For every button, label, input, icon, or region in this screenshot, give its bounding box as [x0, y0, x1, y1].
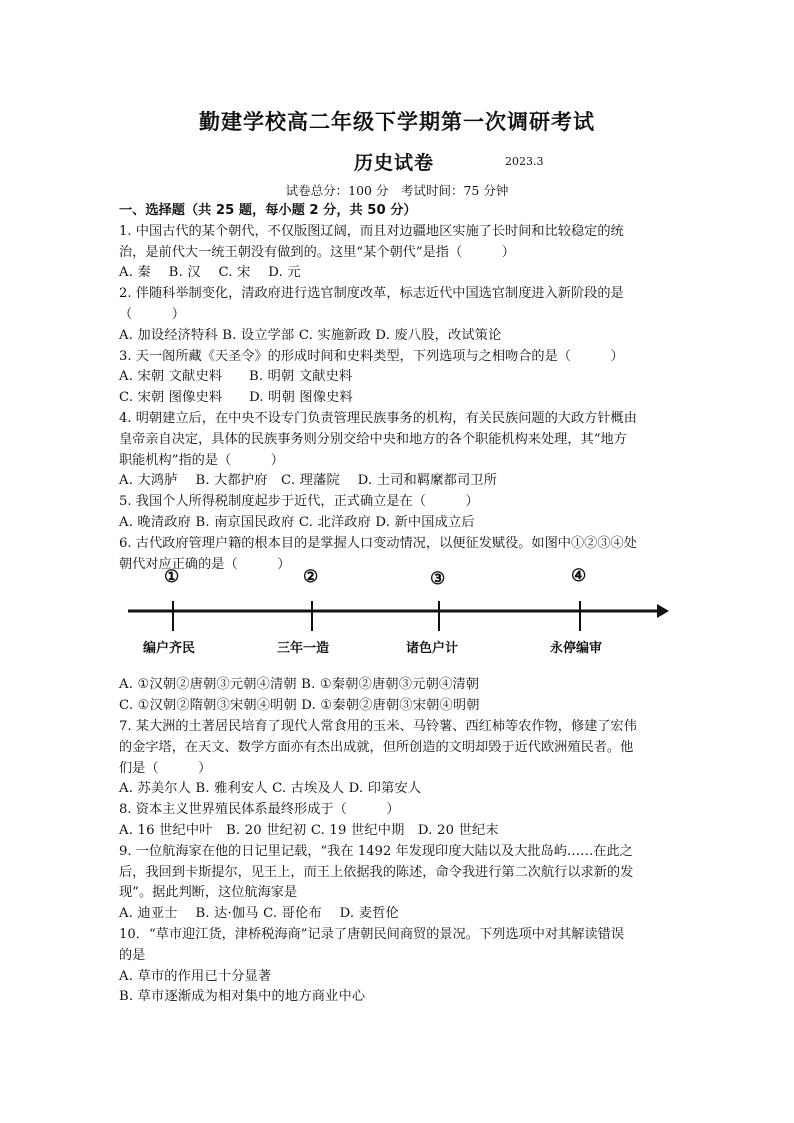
question-text: 10．“草市迎江货，津桥税海商”记录了唐朝民间商贸的景况。下列选项中对其解读错误: [119, 926, 625, 942]
question-6-options: [119, 675, 679, 717]
answer-options: B. 草市逐渐成为相对集中的地方商业中心: [119, 989, 366, 1005]
answer-options: A. 16 世纪中叶 B. 20 世纪初 C. 19 世纪中期 D. 20 世纪末: [119, 822, 499, 838]
question-text: 8. 资本主义世界殖民体系最终形成于（ ）: [119, 802, 400, 818]
timeline-number-4: ④: [571, 566, 587, 587]
timeline-number-3: ③: [430, 569, 446, 590]
answer-options: A. 秦 B. 汉 C. 宋 D. 元: [119, 265, 301, 281]
timeline-arrowhead: [657, 604, 669, 618]
section-heading: 一、选择题（共 25 题，每小题 2 分，共 50 分）: [119, 203, 417, 218]
exam-title: 勤建学校高二年级下学期第一次调研考试: [199, 110, 595, 134]
answer-options: A. 晚清政府 B. 南京国民政府 C. 北洋政府 D. 新中国成立后: [119, 514, 475, 530]
question-text: 治，是前代大一统王朝没有做到的。这里“某个朝代”是指（ ）: [119, 244, 515, 260]
exam-content: [119, 201, 679, 1008]
exam-meta: 试卷总分：100 分 考试时间：75 分钟: [285, 183, 509, 198]
question-text: 们是（ ）: [119, 760, 212, 776]
question-text: 后，我回到卡斯提尔，见王上，而王上依据我的陈述，命令我进行第二次航行以求新的发: [119, 864, 634, 880]
timeline-label-1: 编户齐民: [143, 641, 196, 657]
answer-options: A. 大鸿胪 B. 大都护府 C. 理藩院 D. 土司和羁縻都司卫所: [119, 473, 498, 489]
question-text: 1. 中国古代的某个朝代，不仅版图辽阔，而且对边疆地区实施了长时间和比较稳定的统: [119, 223, 624, 239]
timeline-number-1: ①: [164, 567, 180, 588]
question-text: 3. 天一阁所藏《天圣令》的形成时间和史料类型，下列选项与之相吻合的是（ ）: [119, 348, 624, 364]
question-text: 职能机构”指的是（ ）: [119, 452, 284, 468]
timeline-label-4: 永停编审: [550, 641, 603, 657]
question-text: 朝代对应正确的是（ ）: [119, 556, 291, 572]
question-text: 6. 古代政府管理户籍的根本目的是掌握人口变动情况，以便征发赋役。如图中①②③④处: [119, 535, 637, 551]
question-block-2: [119, 717, 679, 1008]
question-text: （ ）: [119, 306, 185, 322]
question-text: 的金字塔，在天文、数学方面亦有杰出成就，但所创造的文明却毁于近代欧洲殖民者。他: [119, 739, 634, 755]
question-text: 7. 某大洲的土著居民培育了现代人常食用的玉米、马铃薯、西红柿等农作物，修建了宏伟: [119, 718, 637, 734]
exam-subtitle: 历史试卷: [354, 152, 435, 174]
timeline-axis: [119, 579, 679, 675]
question-text: 9. 一位航海家在他的日记里记载，“我在 1492 年发现印度大陆以及大批岛屿……在此之: [119, 843, 633, 859]
question-text: 4. 明朝建立后，在中央不设专门负责管理民族事务的机构，有关民族问题的大政方针概由: [119, 410, 637, 426]
answer-options: A. 苏美尔人 B. 雅利安人 C. 古埃及人 D. 印第安人: [119, 781, 422, 797]
answer-options: A. 宋朝 文献史料 B. 明朝 文献史料: [119, 369, 353, 385]
household-timeline: [119, 566, 679, 675]
question-text: 现”。据此判断，这位航海家是: [119, 885, 298, 901]
question-block-1: [119, 222, 679, 576]
answer-options: A. 草市的作用已十分显著: [119, 968, 272, 984]
question-text: 皇帝亲自决定，具体的民族事务则分别交给中央和地方的各个职能机构来处理，其“地方: [119, 431, 627, 447]
question-text: 2. 伴随科举制变化，清政府进行选官制度改革，标志近代中国选官制度进入新阶段的是: [119, 286, 624, 302]
question-text: 5. 我国个人所得税制度起步于近代，正式确立是在（ ）: [119, 494, 479, 510]
question-text: 的是: [119, 947, 146, 963]
answer-options: C. 宋朝 图像史料 D. 明朝 图像史料: [119, 390, 353, 406]
exam-date: 2023.3: [505, 155, 544, 168]
timeline-number-2: ②: [303, 567, 319, 588]
answer-options: A. 迪亚士 B. 达·伽马 C. 哥伦布 D. 麦哲伦: [119, 906, 399, 922]
answer-options: C. ①汉朝②隋朝③宋朝④明朝 D. ①秦朝②唐朝③宋朝④明朝: [119, 698, 480, 714]
subtitle-row: [0, 148, 794, 174]
answer-options: A. ①汉朝②唐朝③元朝④清朝 B. ①秦朝②唐朝③元朝④清朝: [119, 677, 480, 693]
answer-options: A. 加设经济特科 B. 设立学部 C. 实施新政 D. 废八股，改试策论: [119, 327, 502, 343]
timeline-label-3: 诸色户计: [406, 641, 459, 657]
timeline-label-2: 三年一造: [277, 641, 330, 657]
